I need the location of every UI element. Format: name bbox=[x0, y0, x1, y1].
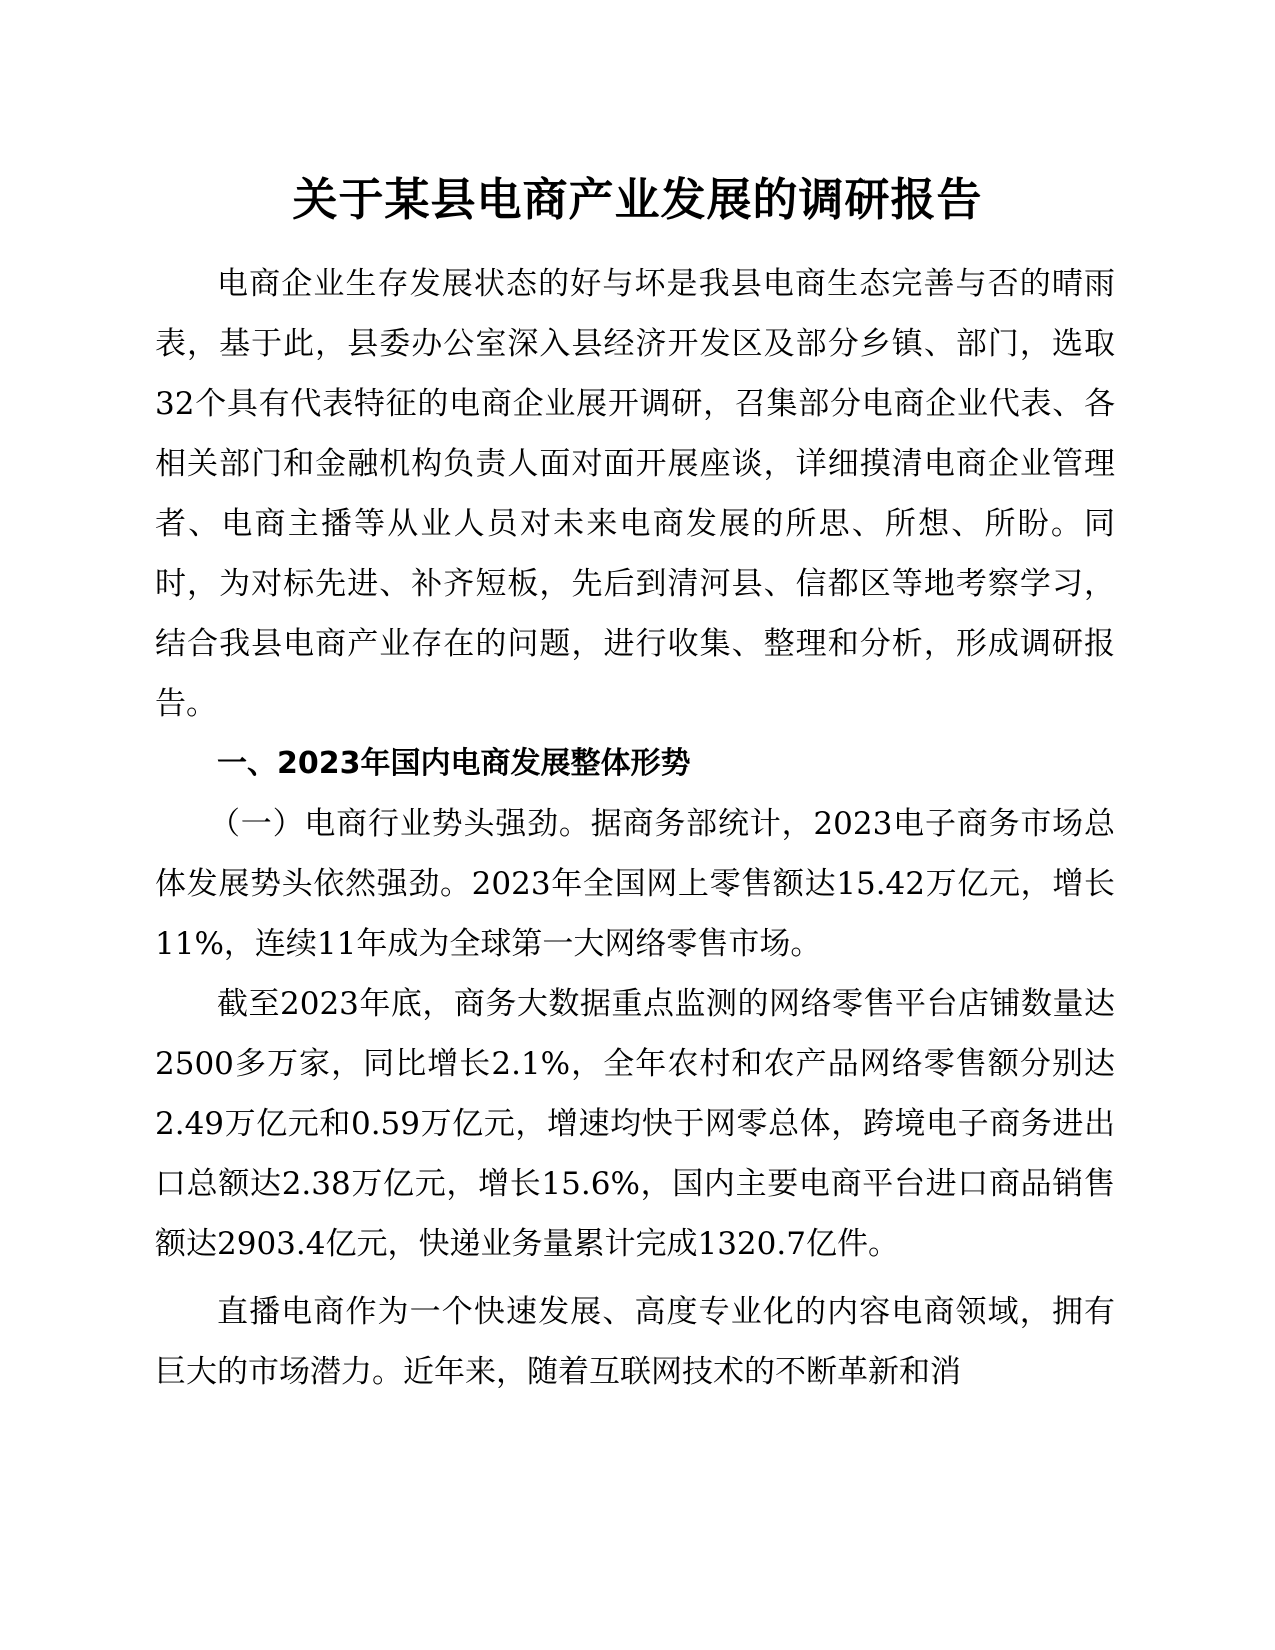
intro-paragraph: 电商企业生存发展状态的好与坏是我县电商生态完善与否的晴雨表，基于此，县委办公室深入县经济开发区及部分乡镇、部门，选取32个具有代表特征的电商企业展开调研，召集部分电商企业代表、各相关部门和金融机构负责人面对面开展座谈，详细摸清电商企业管理者、电商主播等从业人员对未来电商发展的所思、所想、所盼。同时，为对标先进、补齐短板，先后到清河县、信都区等地考察学习，结合我县电商产业存在的问题，进行收集、整理和分析，形成调研报告。 bbox=[155, 266, 1115, 722]
document-title: 关于某县电商产业发展的调研报告 bbox=[292, 173, 983, 226]
livestream-paragraph: 直播电商作为一个快速发展、高度专业化的内容电商领域，拥有巨大的市场潜力。近年来，随着互联网技术的不断革新和消 bbox=[155, 1294, 1115, 1390]
document-body bbox=[155, 254, 1115, 1402]
subsection-paragraph: （一）电商行业势头强劲。据商务部统计，2023电子商务市场总体发展势头依然强劲。2023年全国网上零售额达15.42万亿元，增长11%，连续11年成为全球第一大网络零售市场。 bbox=[155, 806, 1115, 962]
statistics-paragraph: 截至2023年底，商务大数据重点监测的网络零售平台店铺数量达2500多万家，同比增长2.1%，全年农村和农产品网络零售额分别达2.49万亿元和0.59万亿元，增速均快于网零总体，跨境电子商务进出口总额达2.38万亿元，增长15.6%，国内主要电商平台进口商品销售额达2903.4亿元，快递业务量累计完成1320.7亿件。 bbox=[155, 986, 1115, 1262]
paragraph-gap bbox=[155, 1274, 1115, 1282]
section-heading: 一、2023年国内电商发展整体形势 bbox=[217, 746, 691, 781]
